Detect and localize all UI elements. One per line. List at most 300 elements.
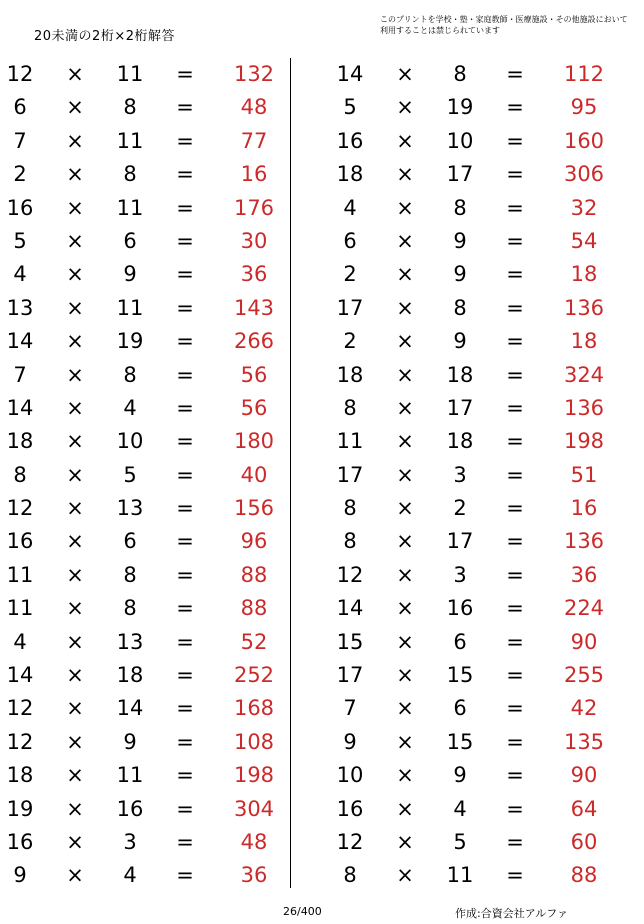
- operand-b: 17: [446, 395, 474, 420]
- answer: 224: [563, 596, 605, 621]
- equals-sign: =: [506, 529, 524, 554]
- problem-row: [0, 459, 290, 492]
- times-sign: ×: [66, 195, 84, 220]
- times-sign: ×: [396, 796, 414, 821]
- operand-a: 4: [13, 629, 27, 654]
- operand-a: 14: [336, 62, 364, 86]
- problem-row: [0, 626, 290, 659]
- operand-a: 8: [13, 462, 27, 487]
- answer: 36: [240, 262, 268, 287]
- problem-row: [0, 158, 290, 191]
- operand-a: 17: [336, 663, 364, 688]
- times-sign: ×: [66, 796, 84, 821]
- problem-row: [0, 659, 290, 692]
- operand-b: 9: [453, 262, 467, 287]
- operand-b: 18: [446, 362, 474, 387]
- operand-b: 13: [116, 629, 144, 654]
- operand-a: 18: [336, 162, 364, 187]
- equals-sign: =: [176, 796, 194, 821]
- right-problem-column: [330, 58, 620, 893]
- equals-sign: =: [506, 262, 524, 287]
- operand-b: 10: [446, 128, 474, 153]
- times-sign: ×: [396, 395, 414, 420]
- problem-row: [0, 592, 290, 625]
- problem-row: [0, 726, 290, 759]
- answer: 160: [563, 128, 605, 153]
- problem-row: [0, 859, 290, 892]
- operand-a: 14: [6, 395, 34, 420]
- answer: 88: [240, 562, 268, 587]
- problem-row: [330, 125, 620, 158]
- times-sign: ×: [66, 362, 84, 387]
- equals-sign: =: [506, 496, 524, 521]
- problem-row: [0, 125, 290, 158]
- answer: 60: [570, 829, 598, 854]
- times-sign: ×: [66, 629, 84, 654]
- problem-row: [330, 91, 620, 124]
- operand-b: 9: [453, 329, 467, 354]
- times-sign: ×: [66, 696, 84, 721]
- problem-row: [330, 359, 620, 392]
- equals-sign: =: [176, 462, 194, 487]
- operand-b: 3: [453, 562, 467, 587]
- problem-row: [0, 525, 290, 558]
- equals-sign: =: [506, 629, 524, 654]
- times-sign: ×: [66, 62, 84, 86]
- times-sign: ×: [396, 429, 414, 454]
- answer: 96: [240, 529, 268, 554]
- problem-row: [0, 692, 290, 725]
- times-sign: ×: [396, 329, 414, 354]
- operand-a: 11: [336, 429, 364, 454]
- operand-a: 7: [343, 696, 357, 721]
- times-sign: ×: [66, 462, 84, 487]
- problem-row: [330, 492, 620, 525]
- operand-b: 18: [116, 663, 144, 688]
- problem-row: [0, 492, 290, 525]
- operand-a: 12: [6, 696, 34, 721]
- problem-row: [0, 392, 290, 425]
- operand-b: 4: [123, 863, 137, 888]
- problem-row: [330, 292, 620, 325]
- operand-a: 2: [343, 262, 357, 287]
- operand-b: 6: [123, 228, 137, 253]
- operand-b: 8: [123, 162, 137, 187]
- times-sign: ×: [396, 829, 414, 854]
- operand-b: 17: [446, 529, 474, 554]
- answer: 32: [570, 195, 598, 220]
- problem-row: [330, 425, 620, 458]
- answer: 77: [240, 128, 268, 153]
- operand-a: 8: [343, 496, 357, 521]
- problem-row: [330, 525, 620, 558]
- equals-sign: =: [506, 829, 524, 854]
- operand-a: 15: [336, 629, 364, 654]
- operand-a: 18: [6, 429, 34, 454]
- operand-b: 19: [446, 95, 474, 120]
- operand-a: 16: [6, 529, 34, 554]
- operand-a: 19: [6, 796, 34, 821]
- times-sign: ×: [396, 262, 414, 287]
- operand-a: 18: [6, 763, 34, 788]
- problem-row: [330, 793, 620, 826]
- times-sign: ×: [66, 95, 84, 120]
- operand-b: 3: [123, 829, 137, 854]
- operand-a: 12: [6, 496, 34, 521]
- equals-sign: =: [176, 596, 194, 621]
- times-sign: ×: [66, 829, 84, 854]
- problem-row: [0, 258, 290, 291]
- answer: 16: [570, 496, 598, 521]
- times-sign: ×: [66, 529, 84, 554]
- operand-b: 15: [446, 729, 474, 754]
- operand-a: 7: [13, 362, 27, 387]
- operand-a: 8: [343, 529, 357, 554]
- operand-a: 16: [336, 796, 364, 821]
- answer: 54: [570, 228, 598, 253]
- times-sign: ×: [396, 295, 414, 320]
- times-sign: ×: [66, 663, 84, 688]
- operand-a: 12: [336, 562, 364, 587]
- problem-row: [0, 58, 290, 91]
- operand-b: 10: [116, 429, 144, 454]
- answer: 198: [563, 429, 605, 454]
- usage-notice: このプリントを学校・塾・家庭教師・医療施設・その他施設において利用することは禁じられています: [380, 15, 628, 35]
- column-divider: [290, 58, 291, 888]
- times-sign: ×: [66, 763, 84, 788]
- operand-a: 9: [13, 863, 27, 888]
- times-sign: ×: [396, 162, 414, 187]
- operand-b: 14: [116, 696, 144, 721]
- equals-sign: =: [176, 829, 194, 854]
- answer: 132: [233, 62, 275, 86]
- operand-b: 5: [123, 462, 137, 487]
- times-sign: ×: [396, 562, 414, 587]
- answer: 198: [233, 763, 275, 788]
- times-sign: ×: [396, 529, 414, 554]
- times-sign: ×: [66, 729, 84, 754]
- equals-sign: =: [176, 128, 194, 153]
- operand-b: 13: [116, 496, 144, 521]
- answer: 18: [570, 262, 598, 287]
- operand-b: 9: [453, 763, 467, 788]
- times-sign: ×: [396, 696, 414, 721]
- problem-row: [330, 726, 620, 759]
- problem-row: [0, 793, 290, 826]
- operand-b: 16: [116, 796, 144, 821]
- operand-a: 7: [13, 128, 27, 153]
- times-sign: ×: [396, 195, 414, 220]
- answer: 30: [240, 228, 268, 253]
- times-sign: ×: [66, 329, 84, 354]
- times-sign: ×: [396, 95, 414, 120]
- worksheet-title: 20未満の2桁×2桁解答: [34, 29, 175, 44]
- operand-b: 8: [123, 562, 137, 587]
- problem-row: [330, 392, 620, 425]
- equals-sign: =: [506, 663, 524, 688]
- equals-sign: =: [506, 329, 524, 354]
- operand-a: 5: [13, 228, 27, 253]
- problem-row: [330, 859, 620, 892]
- problem-row: [330, 592, 620, 625]
- equals-sign: =: [176, 62, 194, 86]
- equals-sign: =: [506, 696, 524, 721]
- times-sign: ×: [396, 496, 414, 521]
- answer: 135: [563, 729, 605, 754]
- problem-row: [0, 325, 290, 358]
- answer: 136: [563, 295, 605, 320]
- operand-b: 8: [123, 596, 137, 621]
- times-sign: ×: [396, 596, 414, 621]
- problem-row: [0, 425, 290, 458]
- answer: 16: [240, 162, 268, 187]
- problem-row: [330, 258, 620, 291]
- times-sign: ×: [66, 496, 84, 521]
- operand-b: 9: [453, 228, 467, 253]
- equals-sign: =: [176, 195, 194, 220]
- operand-a: 14: [336, 596, 364, 621]
- operand-a: 11: [6, 596, 34, 621]
- answer: 156: [233, 496, 275, 521]
- operand-a: 8: [343, 395, 357, 420]
- times-sign: ×: [66, 128, 84, 153]
- equals-sign: =: [506, 295, 524, 320]
- problem-row: [330, 459, 620, 492]
- answer: 90: [570, 763, 598, 788]
- equals-sign: =: [506, 195, 524, 220]
- operand-a: 2: [13, 162, 27, 187]
- equals-sign: =: [176, 496, 194, 521]
- times-sign: ×: [396, 62, 414, 86]
- answer: 112: [563, 62, 605, 86]
- problem-row: [330, 626, 620, 659]
- operand-b: 4: [123, 395, 137, 420]
- operand-a: 6: [343, 228, 357, 253]
- operand-b: 17: [446, 162, 474, 187]
- answer: 168: [233, 696, 275, 721]
- operand-b: 8: [123, 362, 137, 387]
- answer: 51: [570, 462, 598, 487]
- equals-sign: =: [506, 395, 524, 420]
- author-credit: 作成:合資会社アルファ: [455, 907, 569, 920]
- operand-a: 17: [336, 295, 364, 320]
- equals-sign: =: [506, 228, 524, 253]
- times-sign: ×: [66, 395, 84, 420]
- operand-a: 8: [343, 863, 357, 888]
- equals-sign: =: [176, 696, 194, 721]
- answer: 48: [240, 95, 268, 120]
- equals-sign: =: [176, 228, 194, 253]
- answer: 64: [570, 796, 598, 821]
- operand-a: 6: [13, 95, 27, 120]
- answer: 136: [563, 529, 605, 554]
- operand-a: 13: [6, 295, 34, 320]
- operand-a: 12: [6, 729, 34, 754]
- problem-row: [330, 759, 620, 792]
- operand-b: 8: [123, 95, 137, 120]
- times-sign: ×: [396, 228, 414, 253]
- times-sign: ×: [66, 596, 84, 621]
- times-sign: ×: [396, 863, 414, 888]
- operand-b: 8: [453, 62, 467, 86]
- problem-row: [0, 91, 290, 124]
- equals-sign: =: [176, 295, 194, 320]
- operand-b: 16: [446, 596, 474, 621]
- answer: 324: [563, 362, 605, 387]
- operand-a: 14: [6, 663, 34, 688]
- problem-row: [0, 559, 290, 592]
- operand-b: 19: [116, 329, 144, 354]
- answer: 88: [570, 863, 598, 888]
- times-sign: ×: [66, 262, 84, 287]
- operand-a: 18: [336, 362, 364, 387]
- equals-sign: =: [176, 763, 194, 788]
- operand-b: 9: [123, 729, 137, 754]
- answer: 95: [570, 95, 598, 120]
- problem-row: [0, 826, 290, 859]
- equals-sign: =: [176, 395, 194, 420]
- problem-row: [330, 325, 620, 358]
- equals-sign: =: [176, 329, 194, 354]
- answer: 108: [233, 729, 275, 754]
- answer: 252: [233, 663, 275, 688]
- times-sign: ×: [396, 128, 414, 153]
- answer: 136: [563, 395, 605, 420]
- operand-b: 18: [446, 429, 474, 454]
- times-sign: ×: [396, 663, 414, 688]
- equals-sign: =: [506, 62, 524, 86]
- times-sign: ×: [396, 729, 414, 754]
- problem-row: [330, 559, 620, 592]
- operand-b: 4: [453, 796, 467, 821]
- times-sign: ×: [66, 863, 84, 888]
- answer: 176: [233, 195, 275, 220]
- equals-sign: =: [506, 162, 524, 187]
- operand-b: 9: [123, 262, 137, 287]
- times-sign: ×: [66, 562, 84, 587]
- times-sign: ×: [66, 295, 84, 320]
- answer: 255: [563, 663, 605, 688]
- operand-a: 16: [6, 829, 34, 854]
- equals-sign: =: [176, 562, 194, 587]
- left-problem-column: [0, 58, 290, 893]
- equals-sign: =: [506, 763, 524, 788]
- equals-sign: =: [506, 796, 524, 821]
- operand-b: 15: [446, 663, 474, 688]
- answer: 266: [233, 329, 275, 354]
- problem-row: [0, 759, 290, 792]
- equals-sign: =: [176, 429, 194, 454]
- equals-sign: =: [176, 95, 194, 120]
- operand-b: 11: [116, 195, 144, 220]
- answer: 48: [240, 829, 268, 854]
- equals-sign: =: [506, 462, 524, 487]
- problem-row: [0, 292, 290, 325]
- operand-b: 3: [453, 462, 467, 487]
- answer: 56: [240, 362, 268, 387]
- answer: 306: [563, 162, 605, 187]
- times-sign: ×: [396, 362, 414, 387]
- operand-b: 2: [453, 496, 467, 521]
- problem-row: [330, 225, 620, 258]
- answer: 90: [570, 629, 598, 654]
- equals-sign: =: [176, 863, 194, 888]
- equals-sign: =: [176, 362, 194, 387]
- operand-b: 11: [116, 295, 144, 320]
- equals-sign: =: [176, 162, 194, 187]
- operand-b: 11: [116, 763, 144, 788]
- page-number: 26/400: [283, 905, 322, 918]
- problem-row: [330, 58, 620, 91]
- operand-b: 11: [116, 62, 144, 86]
- operand-b: 6: [453, 696, 467, 721]
- operand-a: 5: [343, 95, 357, 120]
- times-sign: ×: [396, 763, 414, 788]
- operand-a: 12: [336, 829, 364, 854]
- operand-b: 8: [453, 295, 467, 320]
- answer: 36: [240, 863, 268, 888]
- answer: 42: [570, 696, 598, 721]
- operand-a: 12: [6, 62, 34, 86]
- operand-a: 10: [336, 763, 364, 788]
- times-sign: ×: [66, 429, 84, 454]
- problem-row: [330, 158, 620, 191]
- equals-sign: =: [176, 529, 194, 554]
- equals-sign: =: [506, 362, 524, 387]
- operand-a: 4: [343, 195, 357, 220]
- times-sign: ×: [396, 629, 414, 654]
- answer: 304: [233, 796, 275, 821]
- problem-row: [0, 192, 290, 225]
- times-sign: ×: [396, 462, 414, 487]
- answer: 143: [233, 295, 275, 320]
- equals-sign: =: [506, 729, 524, 754]
- answer: 180: [233, 429, 275, 454]
- answer: 36: [570, 562, 598, 587]
- problem-row: [330, 692, 620, 725]
- problem-row: [0, 225, 290, 258]
- operand-b: 8: [453, 195, 467, 220]
- answer: 88: [240, 596, 268, 621]
- equals-sign: =: [176, 262, 194, 287]
- operand-a: 16: [336, 128, 364, 153]
- answer: 18: [570, 329, 598, 354]
- equals-sign: =: [506, 562, 524, 587]
- operand-a: 4: [13, 262, 27, 287]
- operand-a: 11: [6, 562, 34, 587]
- problem-row: [330, 659, 620, 692]
- equals-sign: =: [176, 629, 194, 654]
- equals-sign: =: [506, 863, 524, 888]
- equals-sign: =: [176, 729, 194, 754]
- problem-row: [330, 826, 620, 859]
- answer: 56: [240, 395, 268, 420]
- equals-sign: =: [506, 596, 524, 621]
- equals-sign: =: [506, 128, 524, 153]
- operand-a: 17: [336, 462, 364, 487]
- equals-sign: =: [176, 663, 194, 688]
- operand-b: 6: [123, 529, 137, 554]
- operand-a: 16: [6, 195, 34, 220]
- equals-sign: =: [506, 429, 524, 454]
- answer: 52: [240, 629, 268, 654]
- operand-b: 6: [453, 629, 467, 654]
- times-sign: ×: [66, 162, 84, 187]
- answer: 40: [240, 462, 268, 487]
- operand-b: 5: [453, 829, 467, 854]
- operand-b: 11: [116, 128, 144, 153]
- equals-sign: =: [506, 95, 524, 120]
